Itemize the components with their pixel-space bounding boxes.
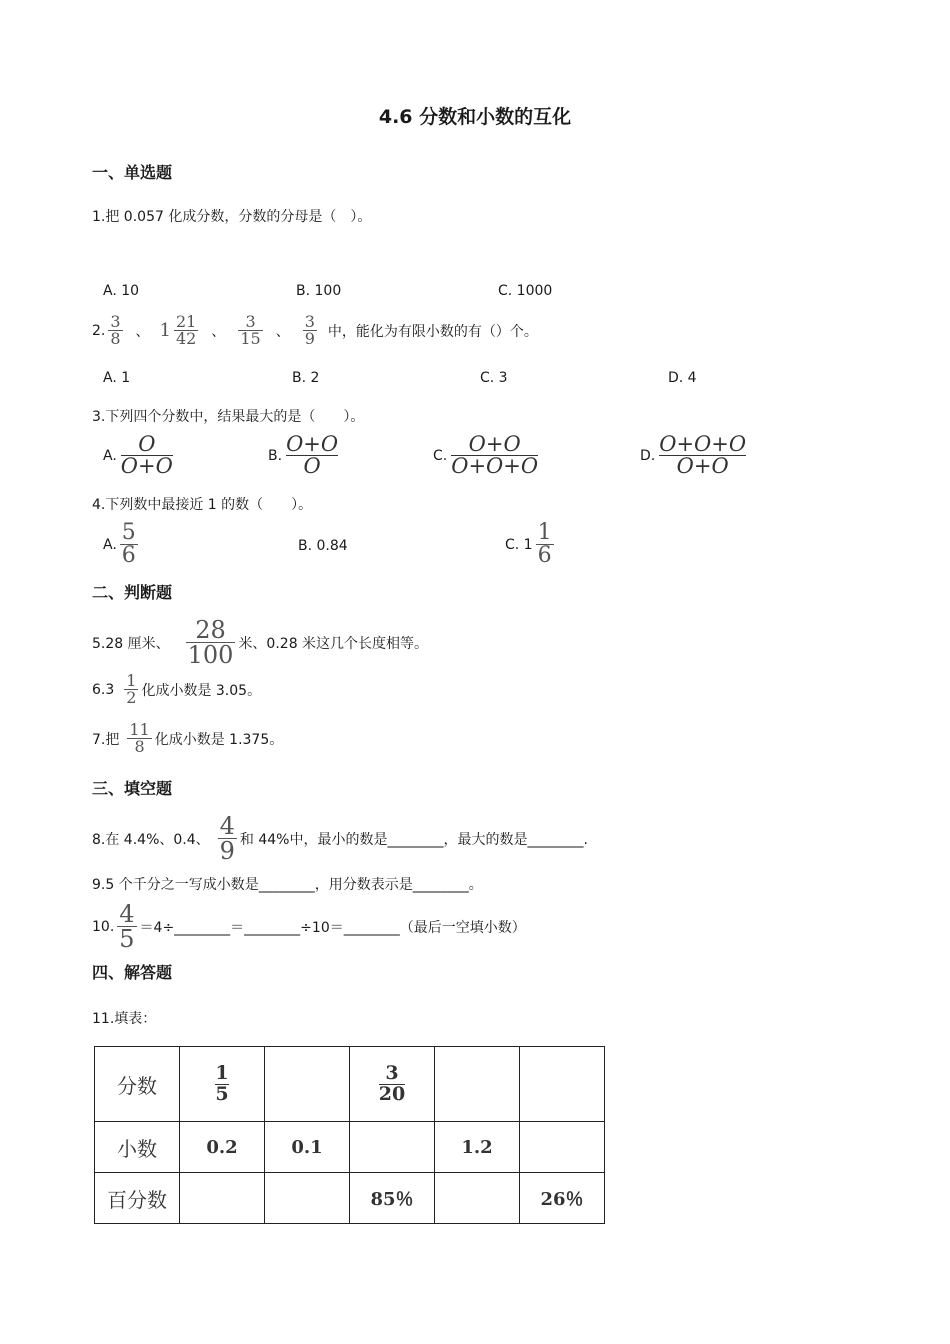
q3-option-c-label: C. [433, 447, 448, 464]
table-cell[interactable]: 85％ [350, 1173, 435, 1224]
q8-suffix: 和 44%中，最小的数是________，最大的数是________. [239, 831, 588, 848]
q4-option-b[interactable]: B. 0.84 [298, 538, 348, 554]
q6-fraction: $\frac{1}{2}$ [126, 671, 137, 707]
q4-option-c-fraction: $\frac{1}{6}$ [537, 520, 552, 568]
q3-option-c[interactable] [433, 434, 538, 478]
table-cell[interactable] [180, 1173, 265, 1224]
table-cell[interactable]: 0.2 [180, 1122, 265, 1173]
q4-option-a-fraction: $\frac{5}{6}$ [121, 520, 136, 568]
table-cell[interactable] [350, 1122, 435, 1173]
question-2 [92, 314, 538, 347]
question-10 [92, 902, 526, 951]
q3-option-a-label: A. [103, 447, 117, 464]
q7-fraction: $\frac{11}{8}$ [129, 720, 150, 756]
section-heading-answer: 四、解答题 [92, 963, 173, 982]
question-1-text: 1.把 0.057 化成分数，分数的分母是（ ）。 [92, 209, 372, 225]
q3-option-b[interactable] [268, 434, 338, 478]
q3-option-d-fraction: $\frac{O+O+O}{O+O}$ [659, 432, 747, 479]
q3-option-b-fraction: $\frac{O+O}{O}$ [286, 432, 339, 479]
section-heading-true-false: 二、判断题 [92, 583, 173, 602]
q1-option-a[interactable]: A. 10 [103, 283, 140, 299]
q10-suffix: ＝4÷________＝________÷10＝________（最后一空填小数） [139, 919, 526, 936]
table-cell[interactable]: 1.2 [435, 1122, 520, 1173]
q6-suffix: 化成小数是 3.05。 [141, 682, 262, 699]
q3-option-d-label: D. [640, 447, 656, 464]
q2-fraction-1: $\frac{3}{8}$ [110, 312, 121, 348]
section-heading-fill-blank: 三、填空题 [92, 779, 173, 798]
q8-prefix: 8.在 4.4%、0.4、 [92, 831, 210, 848]
question-9: 9.5 个千分之一写成小数是________，用分数表示是________。 [92, 877, 483, 893]
q3-option-a-fraction: $\frac{O}{O+O}$ [120, 432, 173, 479]
table-row-decimal [95, 1122, 605, 1173]
question-5 [92, 618, 428, 667]
q4-option-a[interactable] [103, 522, 141, 567]
q6-prefix: 6.3 [92, 681, 115, 698]
table-cell[interactable]: $\frac{1}{5}$ [180, 1047, 265, 1122]
table-cell[interactable]: 26％ [520, 1173, 605, 1224]
q2-fraction-3: $\frac{3}{15}$ [240, 312, 261, 348]
table-cell[interactable] [520, 1047, 605, 1122]
q3-option-c-fraction: $\frac{O+O}{O+O+O}$ [451, 432, 539, 479]
q8-fraction: $\frac{4}{9}$ [219, 812, 235, 865]
q2-fraction-4: $\frac{3}{9}$ [304, 312, 315, 348]
table-cell[interactable]: $\frac{3}{20}$ [350, 1047, 435, 1122]
q4-option-a-label: A. [103, 536, 117, 553]
question-11-text: 11.填表： [92, 1011, 157, 1027]
table-row-percent [95, 1173, 605, 1224]
q2-option-b[interactable]: B. 2 [292, 370, 320, 386]
q2-fraction-2: $\frac{21}{42}$ [176, 312, 197, 348]
q5-fraction: $\frac{28}{100}$ [187, 616, 234, 669]
q2-option-a[interactable]: A. 1 [103, 370, 131, 386]
table-head-percent: 百分数 [95, 1173, 180, 1224]
table-cell[interactable] [265, 1173, 350, 1224]
question-3-text: 3.下列四个分数中，结果最大的是（ ）。 [92, 409, 365, 425]
q2-prefix: 2. [92, 322, 106, 339]
page-title: 4.6 分数和小数的互化 [378, 106, 572, 128]
fill-table [94, 1046, 605, 1224]
table-head-fraction: 分数 [95, 1047, 180, 1122]
table-row-fraction [95, 1047, 605, 1122]
table-cell[interactable] [435, 1047, 520, 1122]
q4-option-c[interactable] [505, 522, 557, 567]
q2-suffix: 中，能化为有限小数的有（）个。 [327, 323, 538, 340]
table-cell[interactable] [435, 1173, 520, 1224]
q3-option-d[interactable] [640, 434, 746, 478]
q2-separator: 、 [211, 323, 226, 340]
table-head-decimal: 小数 [95, 1122, 180, 1173]
section-heading-single-choice: 一、单选题 [92, 163, 173, 182]
q1-option-c[interactable]: C. 1000 [498, 283, 553, 299]
q7-prefix: 7.把 [92, 731, 120, 748]
table-cell[interactable] [520, 1122, 605, 1173]
q3-option-b-label: B. [268, 447, 283, 464]
question-4-text: 4.下列数中最接近 1 的数（ ）。 [92, 497, 313, 513]
q4-option-c-label: C. 1 [505, 536, 533, 553]
q5-prefix: 5.28 厘米、 [92, 635, 170, 652]
q7-suffix: 化成小数是 1.375。 [154, 731, 284, 748]
q2-option-d[interactable]: D. 4 [668, 370, 697, 386]
q5-suffix: 米、0.28 米这几个长度相等。 [238, 635, 429, 652]
q10-fraction: $\frac{4}{5}$ [119, 900, 135, 953]
question-8 [92, 814, 588, 863]
q10-prefix: 10. [92, 918, 115, 935]
question-7 [92, 722, 283, 755]
table-cell[interactable]: 0.1 [265, 1122, 350, 1173]
q2-mixed-integer: 1 [159, 320, 171, 341]
q2-separator: 、 [275, 323, 290, 340]
q2-separator: 、 [135, 323, 150, 340]
q3-option-a[interactable] [103, 434, 173, 478]
q2-option-c[interactable]: C. 3 [480, 370, 508, 386]
table-cell[interactable] [265, 1047, 350, 1122]
question-6 [92, 673, 261, 706]
q1-option-b[interactable]: B. 100 [296, 283, 342, 299]
